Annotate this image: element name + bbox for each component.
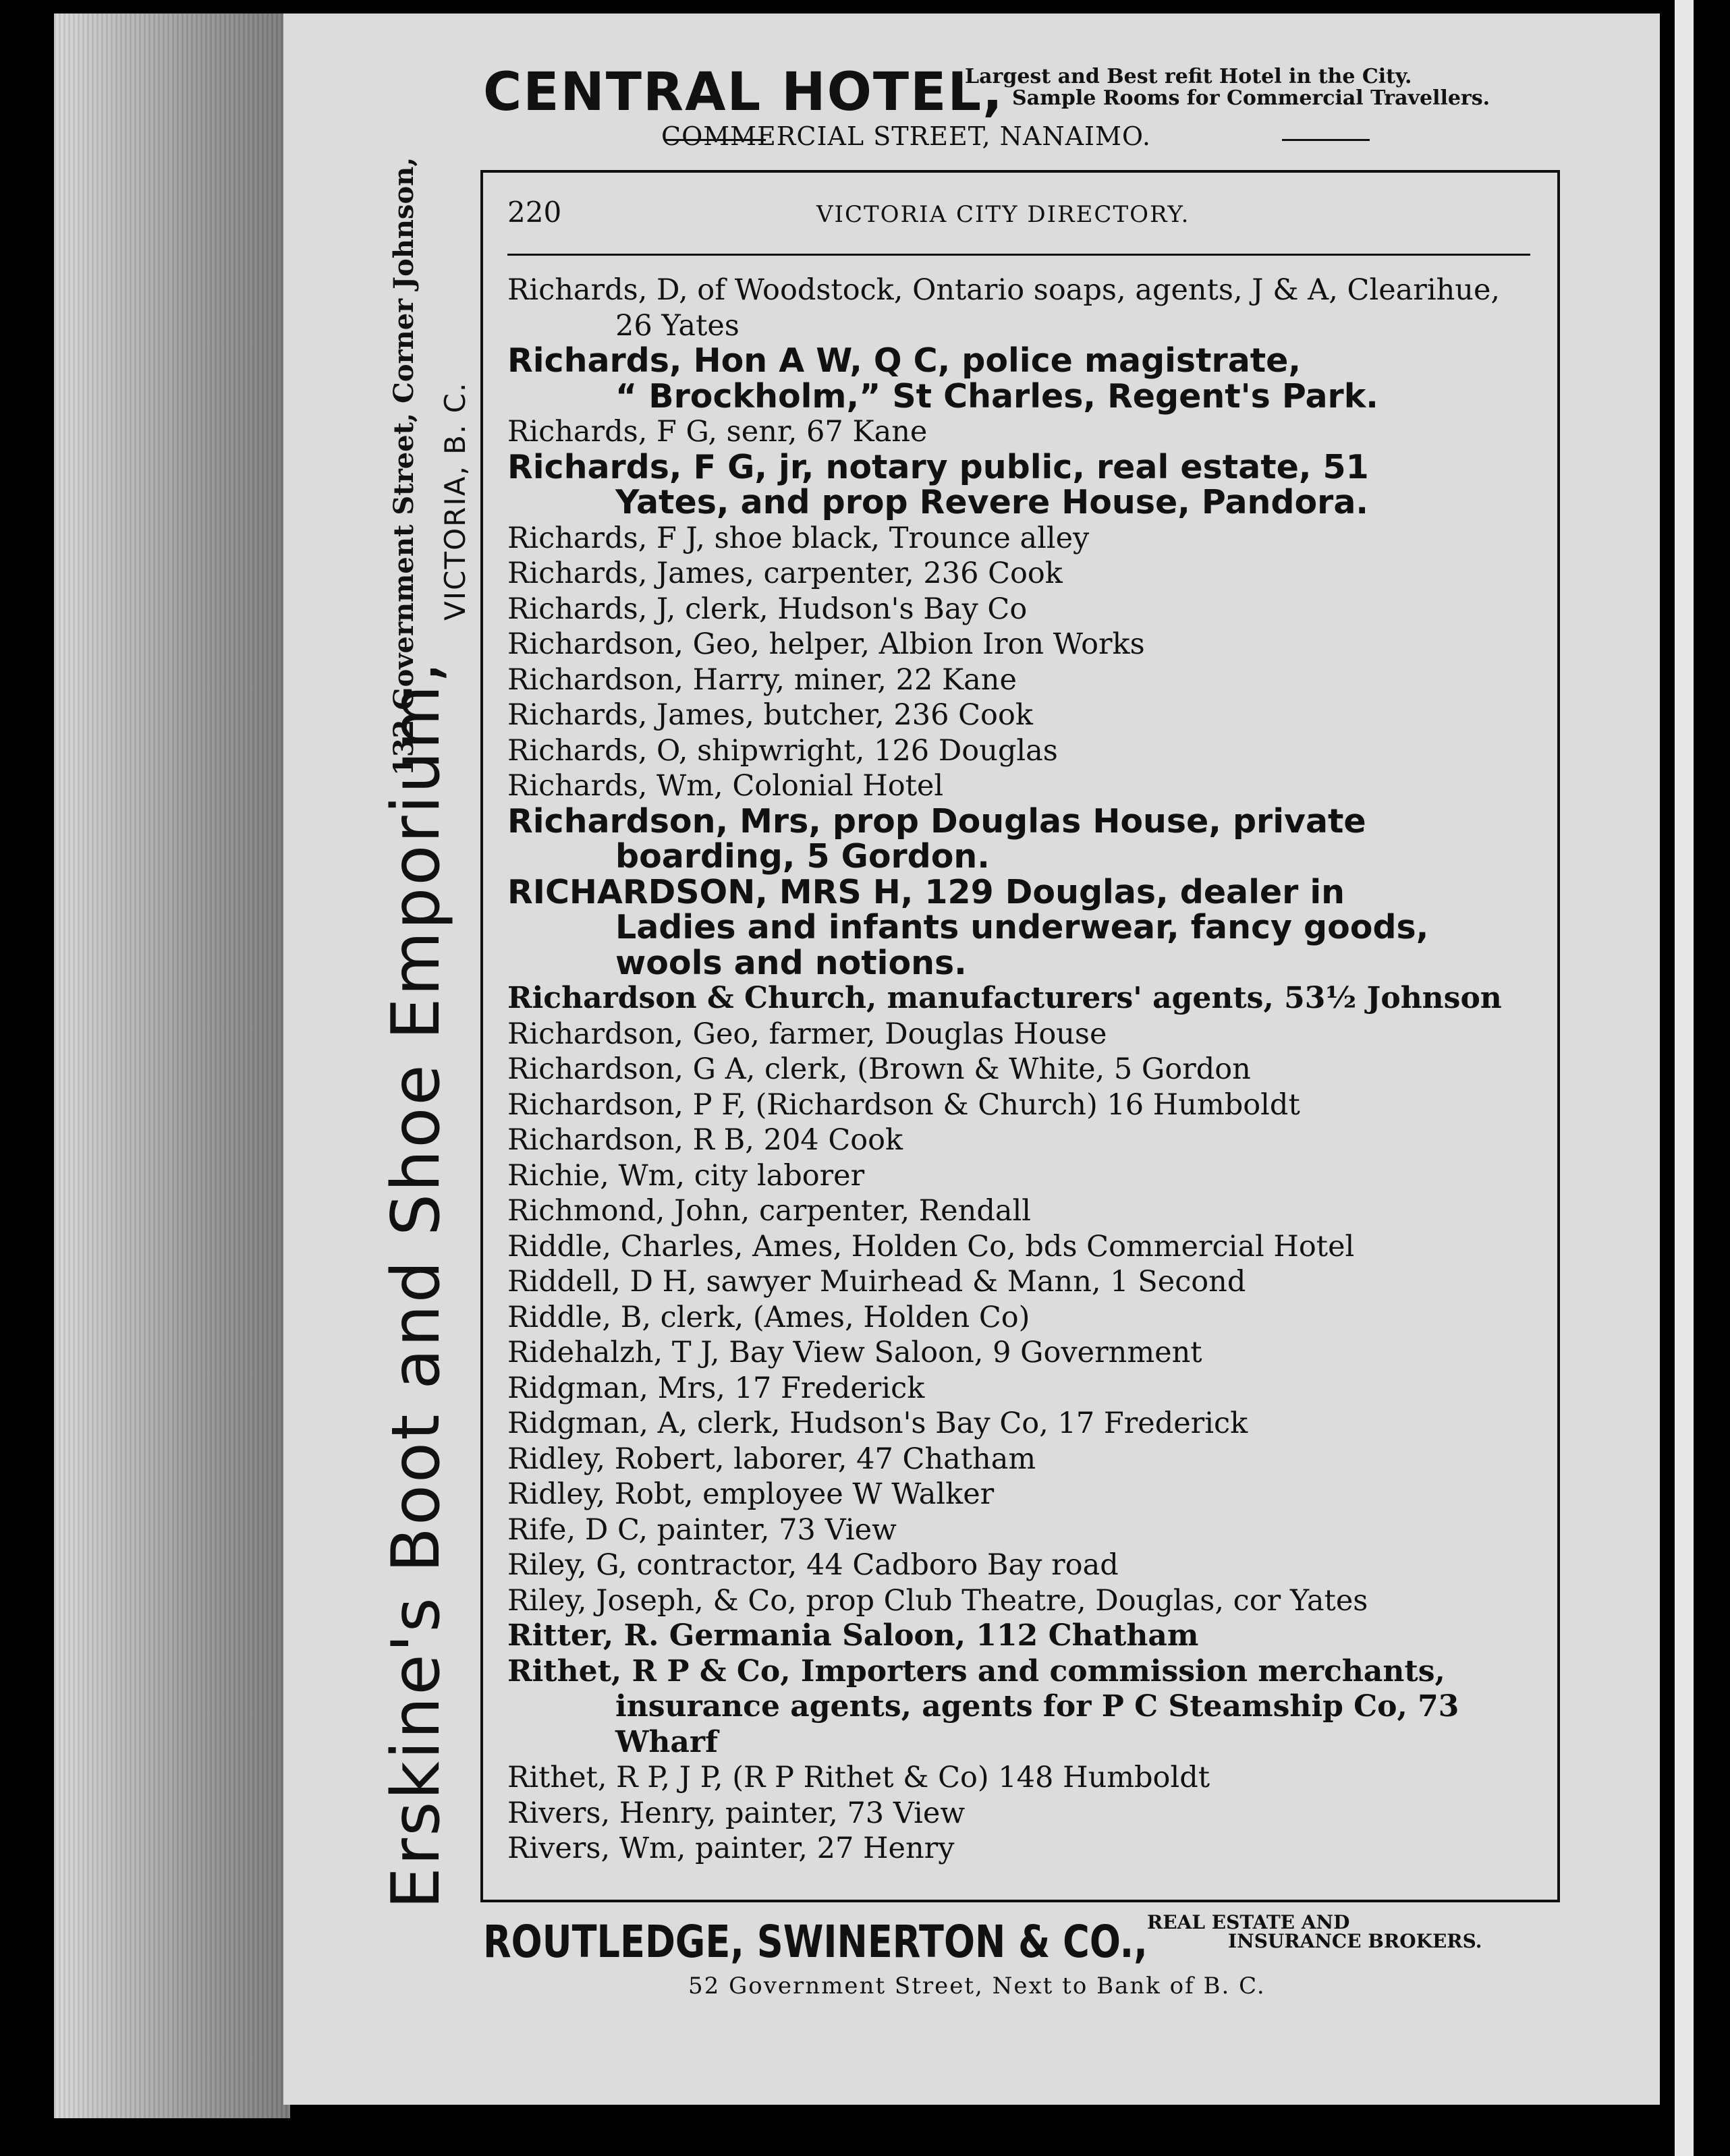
directory-entry xyxy=(507,592,1534,627)
right-border xyxy=(1660,0,1730,2156)
directory-entry xyxy=(507,556,1534,592)
entry-text: Richmond, John, carpenter, Rendall xyxy=(507,1194,1031,1228)
directory-entry xyxy=(507,627,1534,662)
directory-entry-bold xyxy=(507,343,1534,414)
entry-continuation: 26 Yates xyxy=(615,308,740,343)
directory-entry xyxy=(507,1158,1534,1194)
directory-entry xyxy=(507,1796,1534,1832)
page-number: 220 xyxy=(507,196,562,229)
entry-text: RICHARDSON, MRS H, 129 Douglas, dealer in xyxy=(507,872,1345,911)
entry-text: Richardson, P F, (Richardson & Church) 16 Humboldt xyxy=(507,1087,1300,1122)
header-ad-hotel-name: CENTRAL HOTEL, xyxy=(483,62,1004,123)
header-rule xyxy=(507,254,1530,256)
entry-text: Richards, D, of Woodstock, Ontario soaps, agents, J & A, Clearihue, xyxy=(507,273,1501,307)
directory-entry xyxy=(507,1406,1534,1442)
entry-text: Riddle, Charles, Ames, Holden Co, bds Commercial Hotel xyxy=(507,1229,1355,1264)
header-ad-tagline xyxy=(965,66,1490,109)
page-title: VICTORIA CITY DIRECTORY. xyxy=(816,201,1190,228)
entry-text: Richards, O, shipwright, 126 Douglas xyxy=(507,733,1058,768)
entry-text: Ritter, R. Germania Saloon, 112 Chatham xyxy=(507,1618,1199,1653)
footer-ad-tagline xyxy=(1147,1913,1482,1951)
directory-entry xyxy=(507,768,1534,804)
entry-text: Riley, Joseph, & Co, prop Club Theatre, Douglas, cor Yates xyxy=(507,1583,1368,1618)
entry-text: Riddle, B, clerk, (Ames, Holden Co) xyxy=(507,1300,1030,1334)
directory-entry xyxy=(507,1335,1534,1371)
entry-continuation: Wharf xyxy=(615,1724,719,1759)
entry-text: Richards, Wm, Colonial Hotel xyxy=(507,769,944,803)
side-ad-city: VICTORIA, B. C. xyxy=(439,381,472,621)
header-ad-street: COMMERCIAL STREET, NANAIMO. xyxy=(661,121,1151,151)
entry-continuation: insurance agents, agents for P C Steamship Co, 73 xyxy=(615,1689,1459,1724)
directory-entry-bold xyxy=(507,801,1534,876)
directory-entry xyxy=(507,414,1534,450)
directory-entry xyxy=(507,1831,1534,1867)
entry-text: Richardson & Church, manufacturers' agents, 53½ Johnson xyxy=(507,981,1502,1015)
entry-text: Rivers, Wm, painter, 27 Henry xyxy=(507,1832,955,1865)
entry-text: Ridgman, Mrs, 17 Frederick xyxy=(507,1371,925,1405)
entry-text: Richardson, Geo, helper, Albion Iron Works xyxy=(507,627,1145,661)
directory-entry xyxy=(507,1123,1534,1158)
directory-entry xyxy=(507,273,1534,343)
directory-entry xyxy=(507,1583,1534,1619)
footer-ad-street: 52 Government Street, Next to Bank of B. C. xyxy=(688,1973,1266,1999)
entry-text: Rithet, R P, J P, (R P Rithet & Co) 148 Humboldt xyxy=(507,1761,1210,1794)
entry-text: Ridgman, A, clerk, Hudson's Bay Co, 17 Frederick xyxy=(507,1407,1248,1440)
directory-entry-bold xyxy=(507,1654,1534,1761)
directory-entry xyxy=(507,1548,1534,1583)
entry-text: Richards, J, clerk, Hudson's Bay Co xyxy=(507,592,1028,626)
book-page-edge-lines xyxy=(54,13,290,2118)
directory-entry xyxy=(507,733,1534,769)
directory-entry xyxy=(507,1760,1534,1796)
entry-text: Riddell, D H, sawyer Muirhead & Mann, 1 Second xyxy=(507,1265,1246,1299)
footer-ad-tag-1: REAL ESTATE AND xyxy=(1147,1911,1350,1933)
header-ad-rule-right xyxy=(1282,139,1370,141)
directory-entry xyxy=(507,698,1534,733)
directory-entry xyxy=(507,521,1534,557)
directory-entry-bold xyxy=(507,1618,1534,1654)
entry-text: Richards, F G, senr, 67 Kane xyxy=(507,415,928,449)
entry-text: Richardson, R B, 204 Cook xyxy=(507,1123,903,1157)
entry-text: Richie, Wm, city laborer xyxy=(507,1158,865,1193)
directory-entry xyxy=(507,1052,1534,1087)
directory-entry xyxy=(507,1477,1534,1512)
entry-continuation: Ladies and infants underwear, fancy goods, xyxy=(615,908,1429,946)
entry-text: Rivers, Henry, painter, 73 View xyxy=(507,1796,966,1830)
entry-text: Rife, D C, painter, 73 View xyxy=(507,1512,897,1547)
header-ad-tagline-1: Largest and Best refit Hotel in the City. xyxy=(965,65,1412,88)
directory-entry xyxy=(507,662,1534,698)
entry-text: Ridehalzh, T J, Bay View Saloon, 9 Government xyxy=(507,1336,1202,1369)
footer-ad-tag-2: INSURANCE BROKERS. xyxy=(1228,1930,1482,1952)
entry-text: Rithet, R P & Co, Importers and commission merchants, xyxy=(507,1653,1445,1689)
entry-text: Riley, G, contractor, 44 Cadboro Bay road xyxy=(507,1548,1119,1582)
entry-text: Richardson, Mrs, prop Douglas House, private xyxy=(507,801,1366,841)
entry-text: Richards, Hon A W, Q C, police magistrate, xyxy=(507,341,1302,380)
entry-text: Richards, F J, shoe black, Trounce alley xyxy=(507,521,1090,555)
entry-text: Richardson, Geo, farmer, Douglas House xyxy=(507,1017,1107,1051)
header-ad-tagline-2: Sample Rooms for Commercial Travellers. xyxy=(1012,86,1490,110)
directory-entry xyxy=(507,1087,1534,1123)
directory-entry-bold xyxy=(507,447,1534,521)
entry-continuation: Yates, and prop Revere House, Pandora. xyxy=(615,483,1369,521)
directory-entry xyxy=(507,1512,1534,1548)
directory-entry-bold xyxy=(507,981,1534,1017)
entry-continuation: wools and notions. xyxy=(615,943,967,982)
entry-text: Richards, James, carpenter, 236 Cook xyxy=(507,557,1063,590)
entry-text: Richards, James, butcher, 236 Cook xyxy=(507,698,1033,732)
footer-ad-name: ROUTLEDGE, SWINERTON & CO., xyxy=(483,1916,1148,1968)
side-ad-main: Erskine's Boot and Shoe Emporium, xyxy=(378,660,455,1909)
directory-entry xyxy=(507,1193,1534,1229)
entry-text: Richardson, Harry, miner, 22 Kane xyxy=(507,662,1017,697)
directory-entry-bold xyxy=(507,872,1534,982)
right-page-sliver xyxy=(1675,0,1694,2156)
directory-entry xyxy=(507,1300,1534,1336)
directory-entry xyxy=(507,1229,1534,1265)
entry-continuation: boarding, 5 Gordon. xyxy=(615,837,990,876)
directory-entry xyxy=(507,1371,1534,1407)
directory-entry xyxy=(507,1264,1534,1300)
side-ad-address: 132 Government Street, Corner Johnson, xyxy=(388,157,420,776)
entry-text: Ridley, Robert, laborer, 47 Chatham xyxy=(507,1442,1036,1476)
entry-continuation: “ Brockholm,” St Charles, Regent's Park. xyxy=(615,376,1378,416)
entry-text: Richardson, G A, clerk, (Brown & White, 5 Gordon xyxy=(507,1052,1251,1086)
entry-text: Richards, F G, jr, notary public, real estate, 51 xyxy=(507,447,1369,486)
directory-entry xyxy=(507,1017,1534,1052)
directory-entry xyxy=(507,1442,1534,1477)
directory-entries xyxy=(507,273,1534,1867)
entry-text: Ridley, Robt, employee W Walker xyxy=(507,1477,995,1511)
